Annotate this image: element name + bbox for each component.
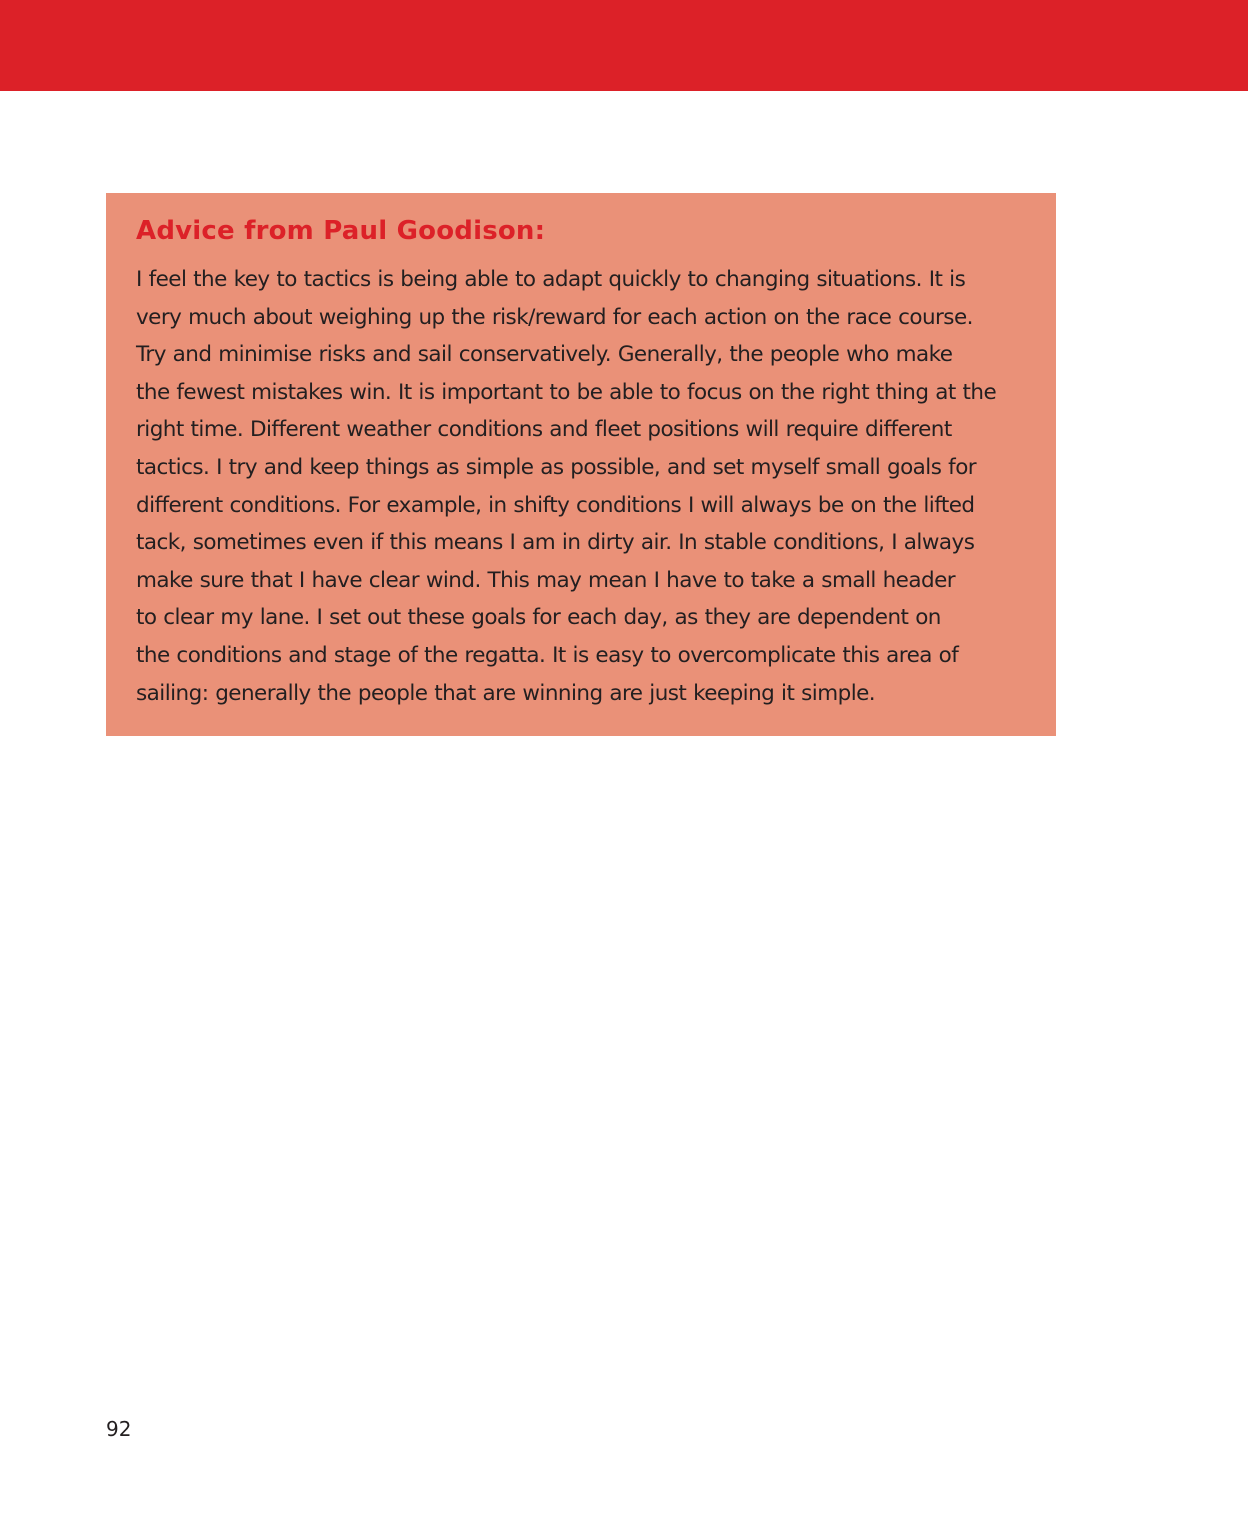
advice-line: different conditions. For example, in shifty conditions I will always be on the lifted <box>136 492 975 518</box>
advice-line: tactics. I try and keep things as simple as possible, and set myself small goals for <box>136 454 977 480</box>
advice-line: make sure that I have clear wind. This may mean I have to take a small header <box>136 567 956 593</box>
advice-line: Try and minimise risks and sail conservatively. Generally, the people who make <box>136 342 953 368</box>
advice-line: sailing: generally the people that are winning are just keeping it simple. <box>136 680 876 706</box>
advice-line: right time. Different weather conditions and fleet positions will require different <box>136 417 952 443</box>
advice-line: to clear my lane. I set out these goals for each day, as they are dependent on <box>136 605 941 631</box>
header-band <box>0 0 1248 91</box>
advice-body <box>136 261 1030 712</box>
advice-line: I feel the key to tactics is being able to adapt quickly to changing situations. It is <box>136 267 966 292</box>
advice-heading: Advice from Paul Goodison: <box>136 216 546 246</box>
advice-line: the conditions and stage of the regatta. It is easy to overcomplicate this area of <box>136 642 959 668</box>
advice-box <box>106 193 1056 736</box>
advice-line: tack, sometimes even if this means I am in dirty air. In stable conditions, I always <box>136 530 975 556</box>
page-number: 92 <box>106 1417 132 1441</box>
advice-line: the fewest mistakes win. It is important to be able to focus on the right thing at the <box>136 379 997 405</box>
advice-line: very much about weighing up the risk/reward for each action on the race course. <box>136 304 973 330</box>
